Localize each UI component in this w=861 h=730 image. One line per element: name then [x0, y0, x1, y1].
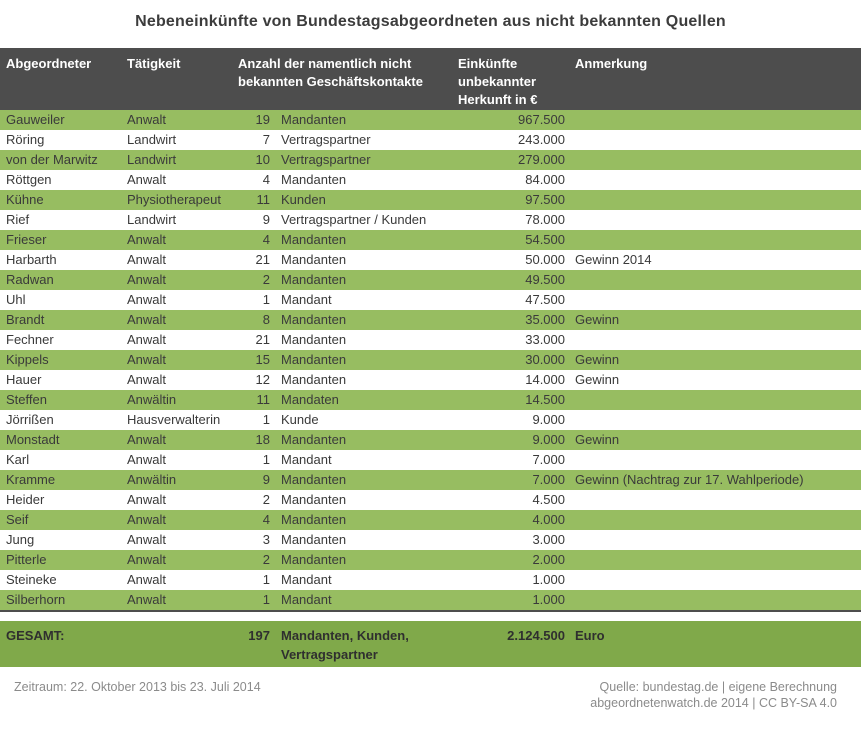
- table-row: [0, 370, 861, 390]
- cell-einkuenfte: 54.500: [525, 232, 565, 247]
- cell-anmerkung: [565, 150, 861, 170]
- cell-anmerkung: [565, 330, 861, 350]
- cell-taetigkeit: Anwalt: [127, 252, 167, 267]
- cell-einkuenfte: 49.500: [525, 272, 565, 287]
- cell-einkuenfte: 50.000: [525, 252, 565, 267]
- cell-anzahl: 1: [262, 412, 270, 427]
- cell-kontakte: Mandaten: [281, 392, 339, 407]
- cell-anzahl: 21: [255, 252, 270, 267]
- cell-kontakte: Mandanten: [281, 532, 347, 547]
- cell-einkuenfte: 4.500: [532, 492, 565, 507]
- cell-kontakte: Vertragspartner: [281, 152, 371, 167]
- cell-anzahl: 11: [256, 392, 270, 407]
- cell-einkuenfte: 243.000: [518, 132, 565, 147]
- cell-kontakte: Vertragspartner / Kunden: [281, 212, 427, 227]
- table-row: [0, 270, 861, 290]
- cell-anzahl: 11: [256, 192, 270, 207]
- cell-anmerkung: [565, 230, 861, 250]
- cell-anzahl: 1: [262, 592, 270, 607]
- cell-anmerkung: [565, 550, 861, 570]
- total-einheit: Euro: [575, 628, 605, 643]
- table-row: [0, 390, 861, 410]
- cell-abgeordneter: Gauweiler: [6, 112, 65, 127]
- cell-abgeordneter: Jörrißen: [6, 412, 54, 427]
- cell-anzahl: 18: [255, 432, 270, 447]
- table-row: [0, 530, 861, 550]
- cell-taetigkeit: Landwirt: [127, 212, 177, 227]
- cell-einkuenfte: 9.000: [532, 412, 565, 427]
- cell-anmerkung: [565, 510, 861, 530]
- table-row: [0, 490, 861, 510]
- cell-einkuenfte: 35.000: [525, 312, 565, 327]
- table-row: [0, 410, 861, 430]
- table-row: [0, 110, 861, 130]
- cell-kontakte: Mandanten: [281, 332, 347, 347]
- cell-taetigkeit: Anwalt: [127, 492, 167, 507]
- cell-kontakte: Mandanten: [281, 112, 347, 127]
- cell-taetigkeit: Anwalt: [127, 352, 167, 367]
- cell-kontakte: Mandanten: [281, 372, 347, 387]
- cell-abgeordneter: Radwan: [6, 272, 54, 287]
- cell-einkuenfte: 14.500: [525, 392, 565, 407]
- cell-abgeordneter: Karl: [6, 452, 30, 467]
- cell-einkuenfte: 47.500: [525, 292, 565, 307]
- footer-quelle-line1: Quelle: bundestag.de | eigene Berechnung: [599, 680, 837, 694]
- cell-anmerkung: [565, 490, 861, 510]
- cell-kontakte: Mandanten: [281, 512, 347, 527]
- cell-anmerkung: [565, 410, 861, 430]
- column-header-taetigkeit: Tätigkeit: [127, 56, 181, 71]
- cell-abgeordneter: Heider: [6, 492, 45, 507]
- cell-anzahl: 7: [262, 132, 270, 147]
- cell-abgeordneter: Steineke: [6, 572, 57, 587]
- cell-kontakte: Mandanten: [281, 272, 347, 287]
- cell-einkuenfte: 7.000: [532, 452, 565, 467]
- cell-anzahl: 15: [255, 352, 270, 367]
- cell-anzahl: 3: [262, 532, 270, 547]
- total-row: [0, 621, 861, 667]
- table-row: [0, 330, 861, 350]
- cell-kontakte: Vertragspartner: [281, 132, 371, 147]
- table-row: [0, 590, 861, 610]
- cell-taetigkeit: Hausverwalterin: [127, 412, 221, 427]
- cell-anmerkung: [565, 570, 861, 590]
- cell-anzahl: 12: [255, 372, 270, 387]
- cell-abgeordneter: Seif: [6, 512, 29, 527]
- cell-anzahl: 19: [255, 112, 270, 127]
- cell-anmerkung: Gewinn: [575, 352, 620, 367]
- cell-taetigkeit: Anwalt: [127, 172, 167, 187]
- cell-taetigkeit: Anwalt: [127, 552, 167, 567]
- cell-abgeordneter: Röring: [6, 132, 45, 147]
- table-row: [0, 210, 861, 230]
- cell-anzahl: 21: [255, 332, 270, 347]
- table-row: [0, 170, 861, 190]
- cell-einkuenfte: 4.000: [532, 512, 565, 527]
- table-row: [0, 230, 861, 250]
- cell-kontakte: Mandanten: [281, 432, 347, 447]
- cell-einkuenfte: 30.000: [525, 352, 565, 367]
- cell-anmerkung: [565, 390, 861, 410]
- cell-taetigkeit: Physiotherapeut: [127, 192, 221, 207]
- total-empty-cell: [121, 626, 232, 667]
- cell-taetigkeit: Anwalt: [127, 112, 167, 127]
- cell-taetigkeit: Anwalt: [127, 272, 167, 287]
- cell-taetigkeit: Anwalt: [127, 332, 167, 347]
- cell-anzahl: 1: [262, 452, 270, 467]
- cell-kontakte: Mandant: [281, 592, 332, 607]
- cell-abgeordneter: Jung: [6, 532, 35, 547]
- cell-anzahl: 9: [262, 472, 270, 487]
- cell-anmerkung: [565, 590, 861, 610]
- cell-anzahl: 1: [262, 572, 270, 587]
- table-header-row: [0, 48, 861, 110]
- cell-anzahl: 2: [262, 552, 270, 567]
- table-row: [0, 350, 861, 370]
- cell-kontakte: Kunden: [281, 192, 326, 207]
- cell-anzahl: 2: [262, 492, 270, 507]
- column-header-anmerkung: Anmerkung: [575, 56, 648, 71]
- cell-taetigkeit: Anwalt: [127, 572, 167, 587]
- cell-anmerkung: Gewinn: [575, 432, 620, 447]
- cell-taetigkeit: Anwalt: [127, 532, 167, 547]
- footer-quelle-line2: abgeordnetenwatch.de 2014 | CC BY-SA 4.0: [590, 696, 837, 710]
- cell-abgeordneter: Steffen: [6, 392, 47, 407]
- cell-anzahl: 4: [262, 232, 270, 247]
- cell-einkuenfte: 967.500: [518, 112, 565, 127]
- cell-taetigkeit: Anwalt: [127, 372, 167, 387]
- table-row: [0, 550, 861, 570]
- total-einkuenfte: 2.124.500: [507, 628, 565, 643]
- cell-abgeordneter: Hauer: [6, 372, 42, 387]
- cell-taetigkeit: Landwirt: [127, 132, 177, 147]
- cell-anzahl: 4: [262, 512, 270, 527]
- cell-anmerkung: [565, 530, 861, 550]
- cell-kontakte: Mandant: [281, 292, 332, 307]
- table-row: [0, 150, 861, 170]
- cell-anmerkung: Gewinn: [575, 312, 620, 327]
- cell-anmerkung: Gewinn 2014: [575, 252, 652, 267]
- table-row: [0, 510, 861, 530]
- table-row: [0, 570, 861, 590]
- cell-kontakte: Mandanten: [281, 252, 347, 267]
- cell-einkuenfte: 97.500: [525, 192, 565, 207]
- cell-taetigkeit: Anwalt: [127, 292, 167, 307]
- table-row: [0, 250, 861, 270]
- cell-anmerkung: [565, 210, 861, 230]
- cell-anzahl: 8: [262, 312, 270, 327]
- cell-einkuenfte: 1.000: [532, 592, 565, 607]
- cell-anzahl: 2: [262, 272, 270, 287]
- cell-taetigkeit: Anwältin: [127, 472, 177, 487]
- cell-anmerkung: [565, 110, 861, 130]
- cell-kontakte: Mandanten: [281, 312, 347, 327]
- cell-anmerkung: [565, 290, 861, 310]
- cell-abgeordneter: Fechner: [6, 332, 54, 347]
- table-row: [0, 450, 861, 470]
- cell-einkuenfte: 33.000: [525, 332, 565, 347]
- cell-abgeordneter: Pitterle: [6, 552, 47, 567]
- cell-abgeordneter: Kühne: [6, 192, 44, 207]
- cell-abgeordneter: Silberhorn: [6, 592, 66, 607]
- separator-gap: [0, 612, 861, 621]
- cell-abgeordneter: Frieser: [6, 232, 47, 247]
- table-row: [0, 430, 861, 450]
- cell-anzahl: 9: [262, 212, 270, 227]
- cell-taetigkeit: Landwirt: [127, 152, 177, 167]
- table-row: [0, 190, 861, 210]
- cell-anmerkung: Gewinn: [575, 372, 620, 387]
- table-row: [0, 470, 861, 490]
- total-label: GESAMT:: [6, 628, 65, 643]
- cell-einkuenfte: 279.000: [518, 152, 565, 167]
- table-body: [0, 110, 861, 610]
- cell-abgeordneter: Harbarth: [6, 252, 57, 267]
- cell-anmerkung: [565, 270, 861, 290]
- cell-abgeordneter: Röttgen: [6, 172, 52, 187]
- cell-kontakte: Mandanten: [281, 172, 347, 187]
- footer-zeitraum: Zeitraum: 22. Oktober 2013 bis 23. Juli 2014: [14, 680, 261, 694]
- cell-anmerkung: [565, 170, 861, 190]
- cell-anmerkung: [565, 130, 861, 150]
- cell-einkuenfte: 2.000: [532, 552, 565, 567]
- cell-einkuenfte: 1.000: [532, 572, 565, 587]
- cell-kontakte: Mandant: [281, 572, 332, 587]
- cell-abgeordneter: Uhl: [6, 292, 26, 307]
- cell-anzahl: 10: [255, 152, 270, 167]
- total-kontakte: Mandanten, Kunden, Vertragspartner: [281, 628, 409, 662]
- cell-kontakte: Kunde: [281, 412, 319, 427]
- page-title: Nebeneinkünfte von Bundestagsabgeordneten aus nicht bekannten Quellen: [135, 13, 726, 30]
- column-header-einkuenfte: Einkünfte unbekannter Herkunft in €: [458, 56, 538, 107]
- cell-taetigkeit: Anwalt: [127, 232, 167, 247]
- cell-einkuenfte: 9.000: [532, 432, 565, 447]
- cell-taetigkeit: Anwalt: [127, 432, 167, 447]
- cell-anzahl: 4: [262, 172, 270, 187]
- cell-anmerkung: [565, 450, 861, 470]
- cell-abgeordneter: Rief: [6, 212, 30, 227]
- cell-kontakte: Mandanten: [281, 552, 347, 567]
- cell-taetigkeit: Anwalt: [127, 592, 167, 607]
- cell-kontakte: Mandanten: [281, 472, 347, 487]
- cell-taetigkeit: Anwältin: [127, 392, 177, 407]
- footer: [0, 679, 861, 711]
- column-header-abgeordneter: Abgeordneter: [6, 56, 92, 71]
- cell-abgeordneter: Brandt: [6, 312, 45, 327]
- table-row: [0, 290, 861, 310]
- table-row: [0, 310, 861, 330]
- footer-quelle: [590, 679, 837, 711]
- cell-anzahl: 1: [262, 292, 270, 307]
- total-anzahl: 197: [248, 628, 270, 643]
- cell-abgeordneter: Kramme: [6, 472, 56, 487]
- cell-kontakte: Mandanten: [281, 232, 347, 247]
- cell-einkuenfte: 78.000: [525, 212, 565, 227]
- cell-abgeordneter: von der Marwitz: [6, 152, 98, 167]
- cell-taetigkeit: Anwalt: [127, 312, 167, 327]
- cell-abgeordneter: Monstadt: [6, 432, 60, 447]
- cell-einkuenfte: 14.000: [525, 372, 565, 387]
- cell-anmerkung: Gewinn (Nachtrag zur 17. Wahlperiode): [575, 472, 804, 487]
- table-row: [0, 130, 861, 150]
- column-header-anzahl: Anzahl der namentlich nicht bekannten Geschäftskontakte: [238, 56, 423, 89]
- cell-taetigkeit: Anwalt: [127, 512, 167, 527]
- cell-abgeordneter: Kippels: [6, 352, 49, 367]
- cell-einkuenfte: 84.000: [525, 172, 565, 187]
- cell-kontakte: Mandanten: [281, 492, 347, 507]
- cell-einkuenfte: 7.000: [532, 472, 565, 487]
- cell-kontakte: Mandanten: [281, 352, 347, 367]
- cell-einkuenfte: 3.000: [532, 532, 565, 547]
- cell-anmerkung: [565, 190, 861, 210]
- cell-kontakte: Mandant: [281, 452, 332, 467]
- cell-taetigkeit: Anwalt: [127, 452, 167, 467]
